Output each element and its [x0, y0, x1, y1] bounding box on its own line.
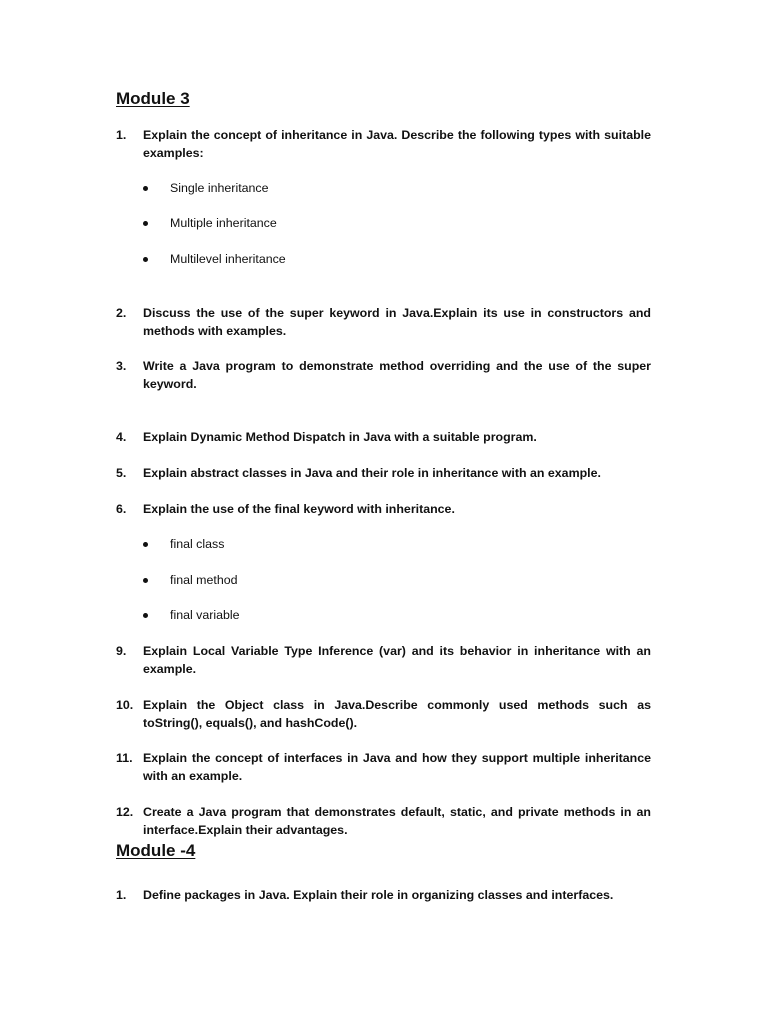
question-6	[116, 500, 651, 518]
question-number: 2.	[116, 306, 127, 320]
question-text: Create a Java program that demonstrates default, static, and private methods in an interface.Explain their advantages.	[143, 805, 651, 837]
question-10	[116, 696, 651, 732]
list-item	[143, 535, 224, 553]
question-text: Explain the use of the final keyword with inheritance.	[143, 502, 455, 516]
question-number: 11.	[116, 751, 133, 765]
question-text: Explain Dynamic Method Dispatch in Java with a suitable program.	[143, 430, 537, 444]
list-item-text: Single inheritance	[170, 181, 269, 195]
module-4-heading: Module -4	[116, 841, 196, 860]
list-item-text: Multilevel inheritance	[170, 252, 286, 266]
bullet-icon	[143, 613, 148, 618]
list-item	[143, 571, 238, 589]
bullet-icon	[143, 186, 148, 191]
question-number: 9.	[116, 644, 127, 658]
list-item	[143, 214, 277, 232]
bullet-icon	[143, 542, 148, 547]
question-text: Explain Local Variable Type Inference (var) and its behavior in inheritance with an example.	[143, 644, 651, 676]
question-text: Discuss the use of the super keyword in Java.Explain its use in constructors and methods with examples.	[143, 306, 651, 338]
question-number: 5.	[116, 466, 127, 480]
question-number: 4.	[116, 430, 127, 444]
question-3	[116, 357, 651, 393]
question-1	[116, 126, 651, 162]
question-text: Explain abstract classes in Java and their role in inheritance with an example.	[143, 466, 601, 480]
bullet-icon	[143, 221, 148, 226]
question-number: 3.	[116, 359, 127, 373]
question-text: Explain the concept of inheritance in Java. Describe the following types with suitable examples:	[143, 128, 651, 160]
list-item	[143, 179, 269, 197]
module-4-question-1	[116, 886, 651, 904]
bullet-icon	[143, 578, 148, 583]
list-item-text: final variable	[170, 608, 240, 622]
question-4	[116, 428, 651, 446]
question-12	[116, 803, 651, 839]
question-11	[116, 749, 651, 785]
question-9	[116, 642, 651, 678]
list-item-text: Multiple inheritance	[170, 216, 277, 230]
question-number: 1.	[116, 888, 127, 902]
list-item	[143, 250, 286, 268]
bullet-icon	[143, 257, 148, 262]
question-text: Explain the concept of interfaces in Java and how they support multiple inheritance with an example.	[143, 751, 651, 783]
question-text: Write a Java program to demonstrate method overriding and the use of the super keyword.	[143, 359, 651, 391]
list-item-text: final method	[170, 573, 238, 587]
list-item-text: final class	[170, 537, 225, 551]
question-number: 10.	[116, 698, 134, 712]
question-5	[116, 464, 651, 482]
question-text: Define packages in Java. Explain their role in organizing classes and interfaces.	[143, 888, 614, 902]
question-number: 6.	[116, 502, 127, 516]
question-number: 1.	[116, 128, 127, 142]
question-number: 12.	[116, 805, 134, 819]
question-text: Explain the Object class in Java.Describe commonly used methods such as toString(), equals(), and hashCode().	[143, 698, 651, 730]
list-item	[143, 606, 240, 624]
module-3-heading: Module 3	[116, 89, 190, 108]
question-2	[116, 304, 651, 340]
